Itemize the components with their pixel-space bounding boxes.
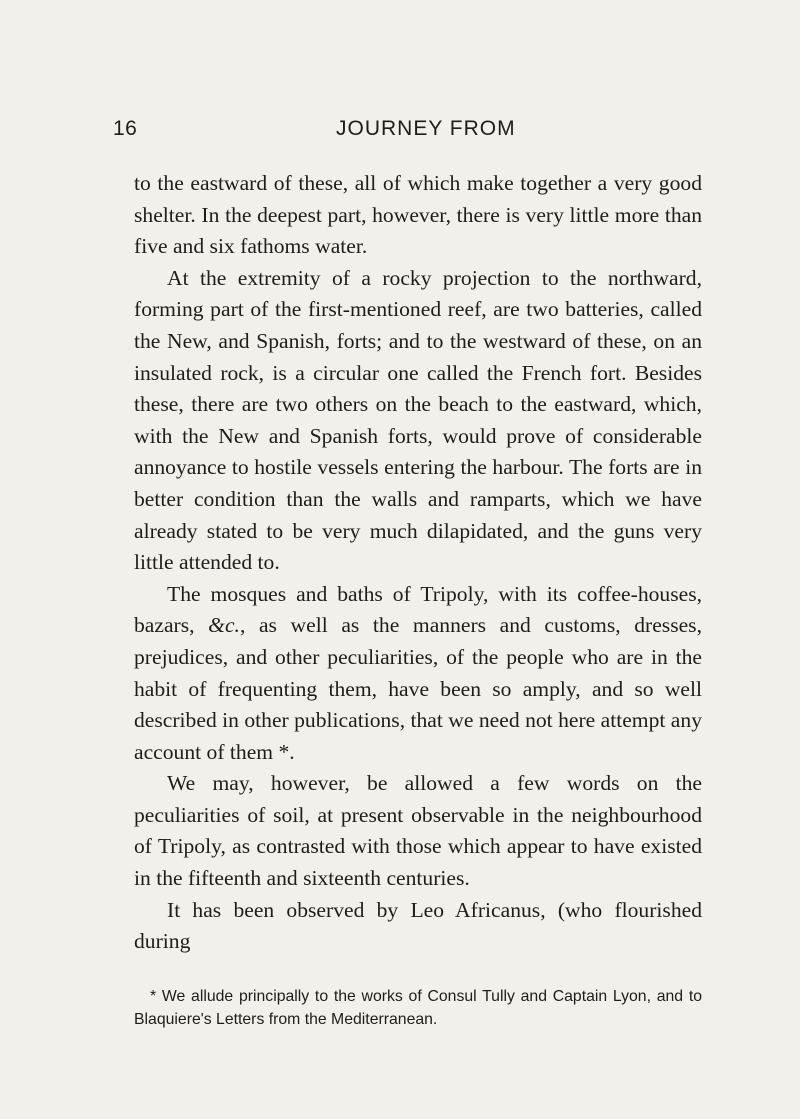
paragraph-3 [134, 579, 702, 769]
paragraph-2: At the extremity of a rocky projection to the northward, forming part of the first-mentioned reef, are two batteries, called the New, and Spanish, forts; and to the westward of these, on an insulated rock, is a circular one called the French fort. Besides these, there are two others on the beach to the eastward, which, with the New and Spanish forts, would prove of considerable annoyance to hostile vessels entering the harbour. The forts are in better condition than the walls and ramparts, which we have already stated to be very much dilapidated, and the guns very little attended to. [134, 265, 702, 575]
paragraph-5: It has been observed by Leo Africanus, (who flourished during [134, 897, 702, 954]
etc-abbreviation: &c. [208, 613, 240, 638]
footnote: * We allude principally to the works of Consul Tully and Captain Lyon, and to Blaquiere's Letters from the Mediterranean. [134, 988, 702, 1028]
paragraph-4: We may, however, be allowed a few words on the peculiarities of soil, at present observable in the neighbourhood of Tripoly, as contrasted with those which appear to have existed in the fifteenth and sixteenth centuries. [134, 771, 702, 891]
running-head: JOURNEY FROM [336, 117, 516, 140]
paragraph-1: to the eastward of these, all of which make together a very good shelter. In the deepest part, however, there is very little more than five and six fathoms water. [134, 171, 702, 259]
paragraph-3-start: The mosques and baths of Tripoly, with its coffee-houses, bazars, [134, 581, 702, 638]
paragraph-3-rest: , as well as the manners and customs, dresses, prejudices, and other peculiarities, of the people who are in the habit of frequenting them, have been so amply, and so well described in other publications, that we need not here attempt any account of them *. [134, 613, 702, 764]
page-number: 16 [113, 117, 138, 140]
body-text [134, 168, 702, 958]
page-header [0, 112, 800, 142]
